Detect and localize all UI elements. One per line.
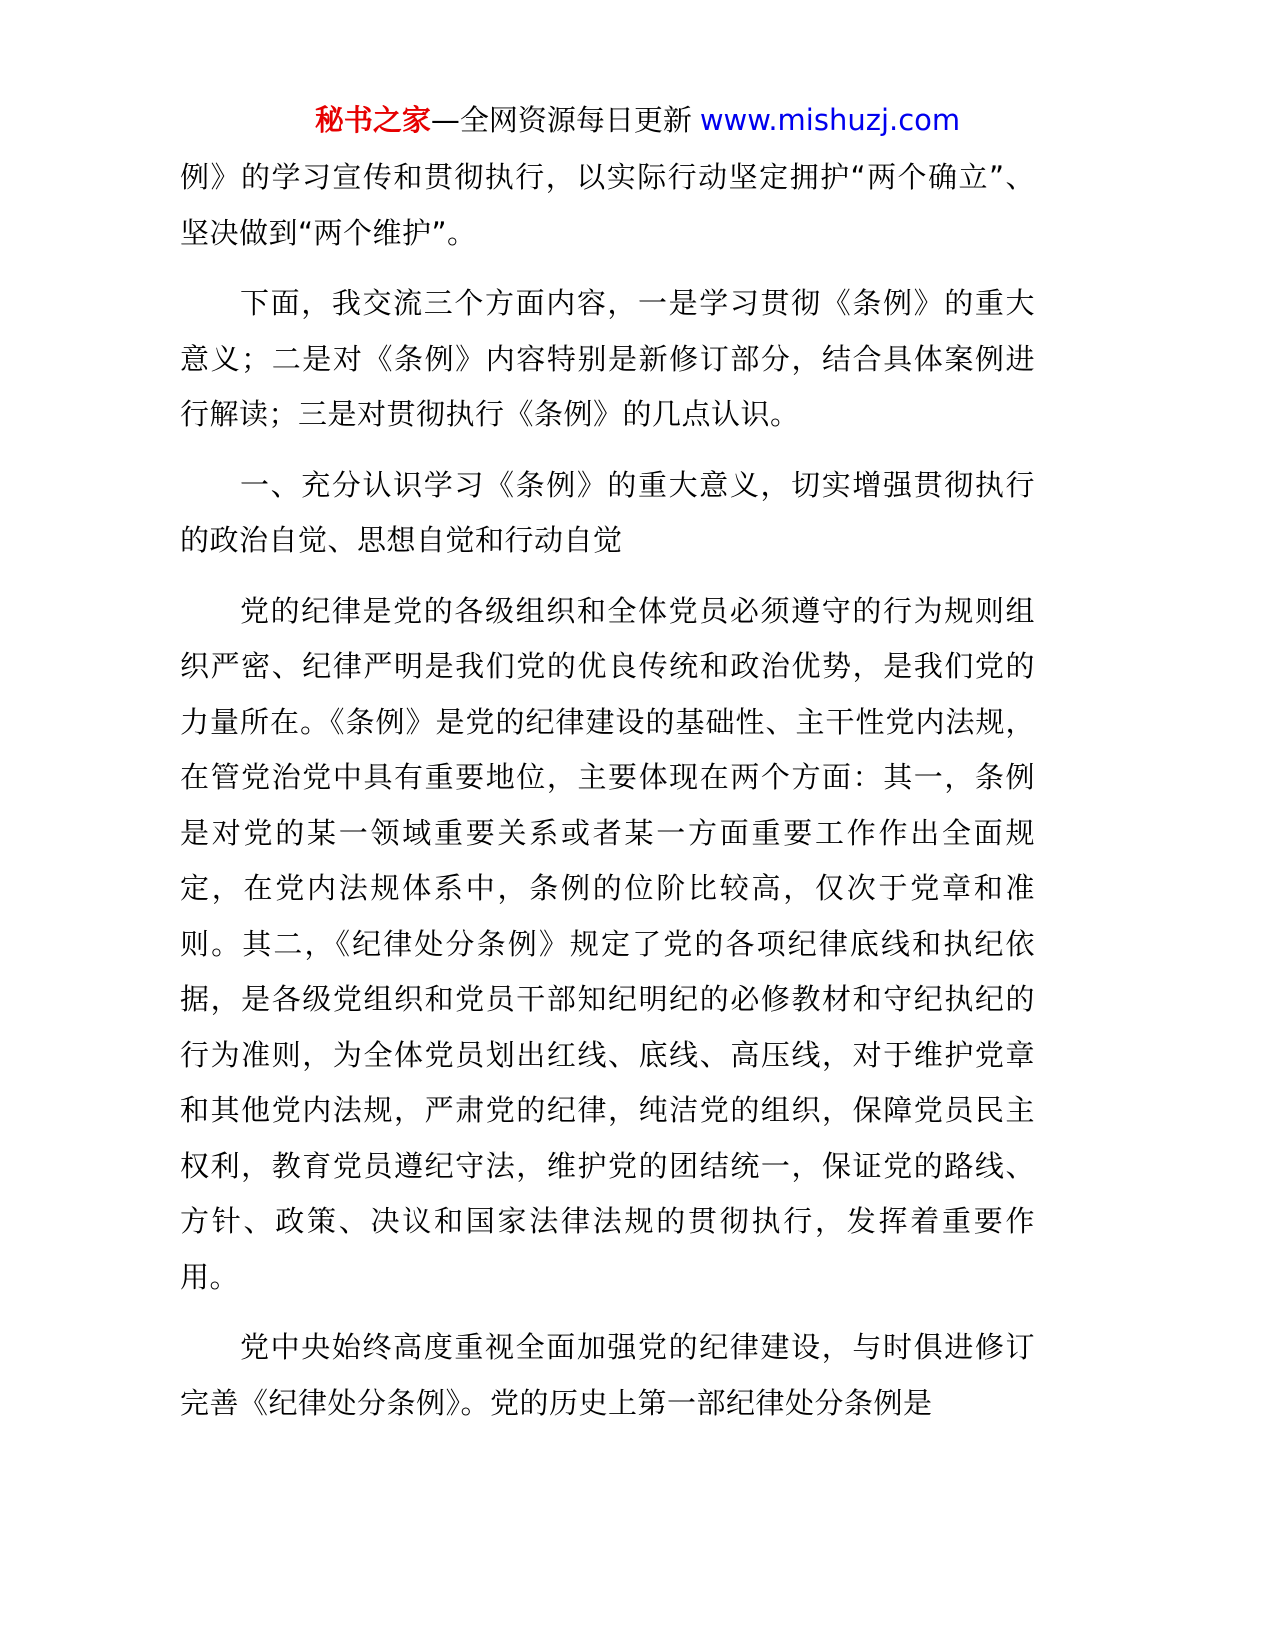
paragraph-discipline: 党的纪律是党的各级组织和全体党员必须遵守的行为规则组织严密、纪律严明是我们党的优良传统和政治优势，是我们党的力量所在。《条例》是党的纪律建设的基础性、主干性党内法规，在管党治党中具有重要地位，主要体现在两个方面：其一，条例是对党的某一领域重要关系或者某一方面重要工作作出全面规定，在党内法规体系中，条例的位阶比较高，仅次于党章和准则。其二，《纪律处分条例》规定了党的各项纪律底线和执纪依据，是各级党组织和党员干部知纪明纪的必修教材和守纪执纪的行为准则，为全体党员划出红线、底线、高压线，对于维护党章和其他党内法规，严肃党的纪律，纯洁党的组织，保障党员民主权利，教育党员遵纪守法，维护党的团结统一，保证党的路线、方针、政策、决议和国家法律法规的贯彻执行，发挥着重要作用。 bbox=[180, 593, 1035, 1294]
document-body bbox=[180, 150, 1035, 1446]
site-url-link[interactable]: www.mishuzj.com bbox=[699, 103, 961, 137]
paragraph-history: 党中央始终高度重视全面加强党的纪律建设，与时俱进修订完善《纪律处分条例》。党的历史上第一部纪律处分条例是 bbox=[180, 1330, 1035, 1420]
paragraph-continuation: 例》的学习宣传和贯彻执行，以实际行动坚定拥护“两个确立”、坚决做到“两个维护”。 bbox=[180, 160, 1035, 250]
site-tagline: —全网资源每日更新 bbox=[430, 103, 692, 137]
paragraph-overview: 下面，我交流三个方面内容，一是学习贯彻《条例》的重大意义；二是对《条例》内容特别是新修订部分，结合具体案例进行解读；三是对贯彻执行《条例》的几点认识。 bbox=[180, 286, 1035, 431]
section-heading: 一、充分认识学习《条例》的重大意义，切实增强贯彻执行的政治自觉、思想自觉和行动自觉 bbox=[180, 467, 1035, 557]
site-header bbox=[0, 98, 1275, 142]
site-brand: 秘书之家 bbox=[314, 103, 431, 137]
